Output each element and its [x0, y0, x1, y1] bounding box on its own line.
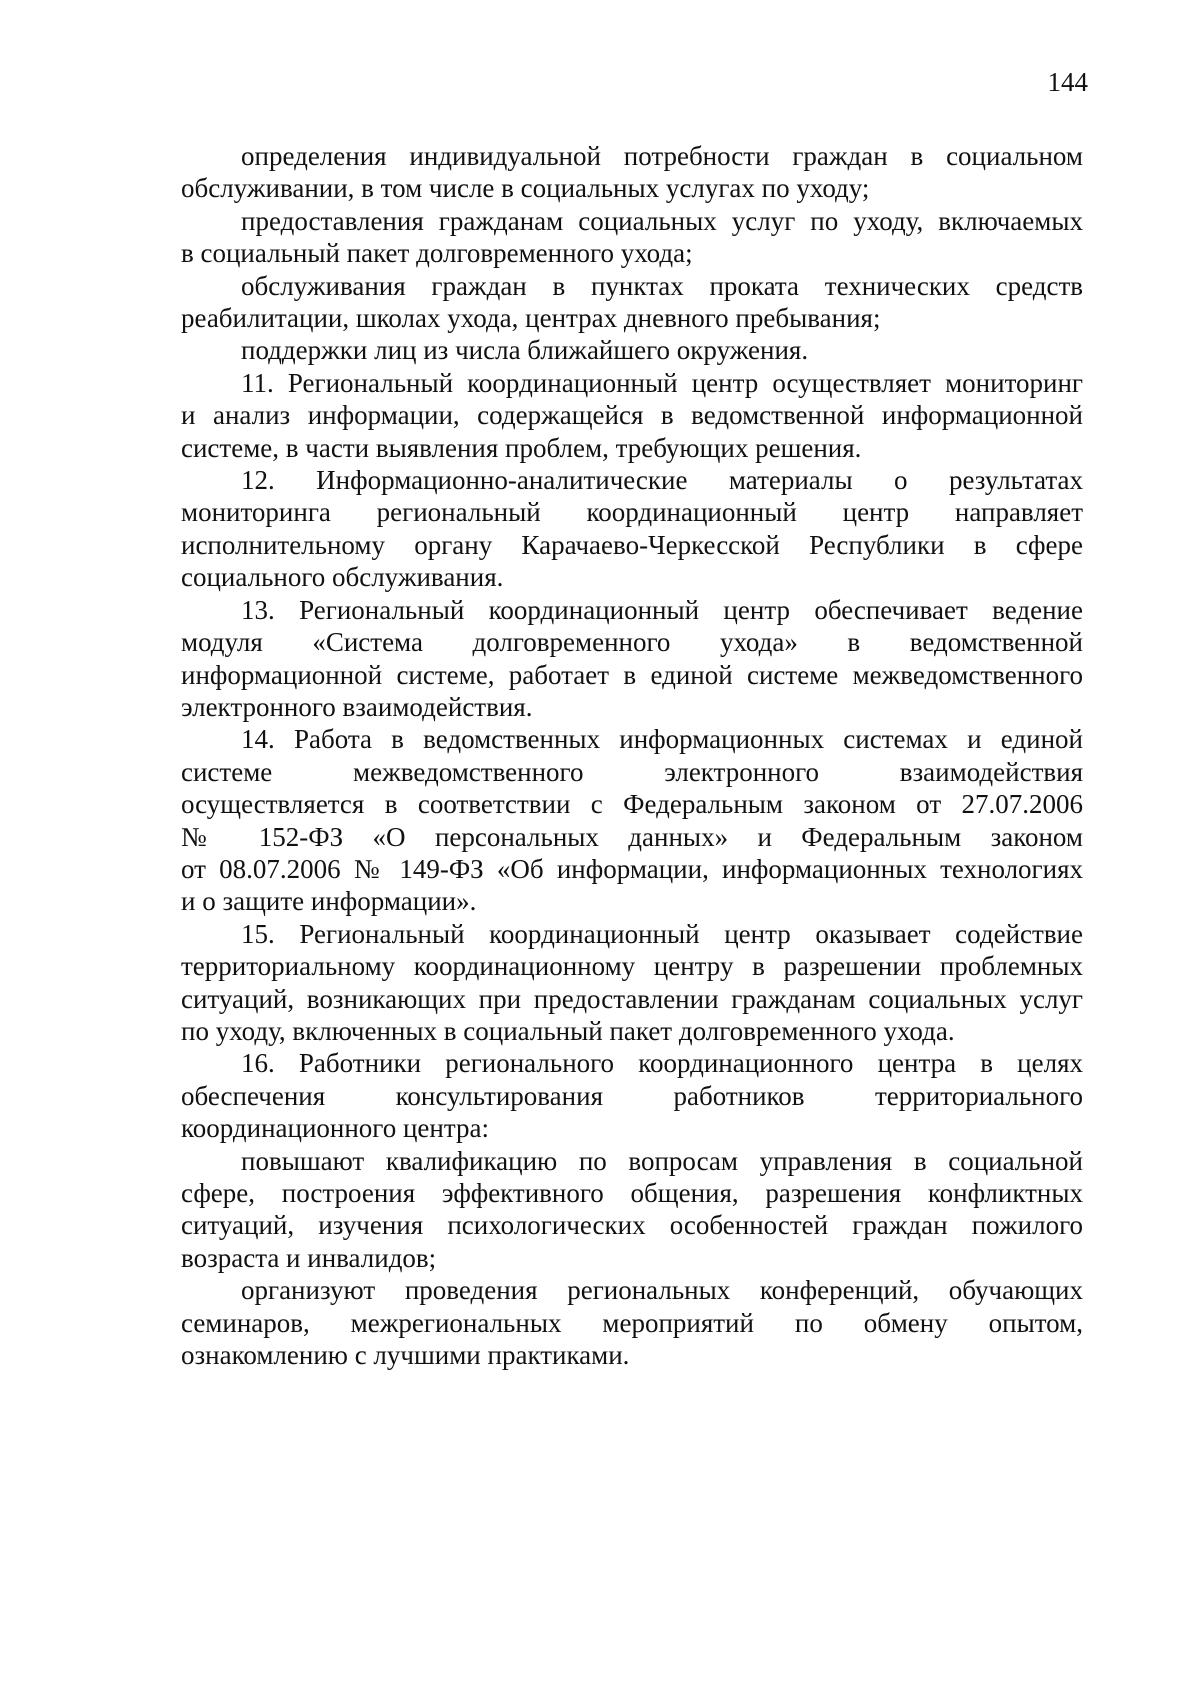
text-line: повышают квалификацию по вопросам управления в социальной [241, 1145, 1083, 1176]
paragraph [181, 270, 1083, 335]
text-line: ситуаций, изучения психологических особенностей граждан пожилого [181, 1210, 1083, 1241]
text-line: возраста и инвалидов; [181, 1242, 437, 1273]
text-line: 11. Региональный координационный центр осуществляет мониторинг [241, 367, 1083, 398]
text-line: 13. Региональный координационный центр обеспечивает ведение [241, 594, 1083, 625]
text-line: 15. Региональный координационный центр оказывает содействие [241, 918, 1083, 949]
text-line: организуют проведения региональных конференций, обучающих [241, 1275, 1083, 1306]
paragraph [181, 140, 1083, 205]
paragraph [181, 205, 1083, 270]
paragraph [181, 594, 1083, 724]
text-line: реабилитации, школах ухода, центрах дневного пребывания; [181, 303, 881, 334]
text-line: социального обслуживания. [181, 562, 504, 593]
text-line: обслуживания граждан в пунктах проката технических средств [241, 270, 1083, 301]
text-line: системе межведомственного электронного взаимодействия [181, 756, 1083, 787]
paragraph [181, 464, 1083, 594]
text-line: и о защите информации». [181, 886, 477, 917]
text-line: поддержки лиц из числа ближайшего окружения. [241, 335, 809, 366]
paragraph [181, 1047, 1083, 1144]
text-line: 16. Работники регионального координационного центра в целях [241, 1048, 1083, 1079]
text-line: системе, в части выявления проблем, требующих решения. [181, 432, 862, 463]
page-number: 144 [1047, 67, 1088, 97]
text-line: осуществляется в соответствии с Федеральным законом от 27.07.2006 [181, 789, 1083, 820]
text-line: модуля «Система долговременного ухода» в ведомственной [181, 627, 1083, 658]
text-line: сфере, построения эффективного общения, разрешения конфликтных [181, 1178, 1083, 1208]
text-line: и анализ информации, содержащейся в ведомственной информационной [181, 400, 1083, 431]
document-body [181, 140, 1083, 1371]
paragraph [181, 367, 1083, 464]
text-line: по уходу, включенных в социальный пакет долговременного ухода. [181, 1015, 955, 1046]
text-line: № 152-ФЗ «О персональных данных» и Федеральным законом [181, 821, 1083, 852]
text-line: информационной системе, работает в единой системе межведомственного [181, 659, 1083, 690]
paragraph [181, 918, 1083, 1048]
text-line: территориальному координационному центру в разрешении проблемных [181, 951, 1083, 982]
text-line: обеспечения консультирования работников территориального [181, 1080, 1083, 1111]
paragraph [181, 1145, 1083, 1275]
text-line: координационного центра: [181, 1113, 489, 1144]
text-line: ознакомлению с лучшими практиками. [181, 1340, 630, 1371]
paragraph [181, 334, 1083, 366]
paragraph [181, 1274, 1083, 1371]
text-line: 12. Информационно-аналитические материалы о результатах [241, 465, 1083, 496]
paragraph [181, 723, 1083, 917]
text-line: определения индивидуальной потребности граждан в социальном [241, 141, 1083, 171]
text-line: 14. Работа в ведомственных информационных системах и единой [241, 724, 1083, 755]
text-line: исполнительному органу Карачаево-Черкесской Республики в сфере [181, 529, 1083, 560]
text-line: ситуаций, возникающих при предоставлении гражданам социальных услуг [181, 983, 1083, 1014]
text-line: мониторинга региональный координационный центр направляет [181, 497, 1083, 528]
text-line: предоставления гражданам социальных услуг по уходу, включаемых [241, 205, 1083, 236]
text-line: электронного взаимодействия. [181, 691, 533, 722]
text-line: от 08.07.2006 № 149-ФЗ «Об информации, информационных технологиях [181, 853, 1083, 884]
text-line: обслуживании, в том числе в социальных услугах по уходу; [181, 173, 870, 204]
text-line: семинаров, межрегиональных мероприятий по обмену опытом, [181, 1307, 1083, 1338]
text-line: в социальный пакет долговременного ухода; [181, 238, 693, 269]
